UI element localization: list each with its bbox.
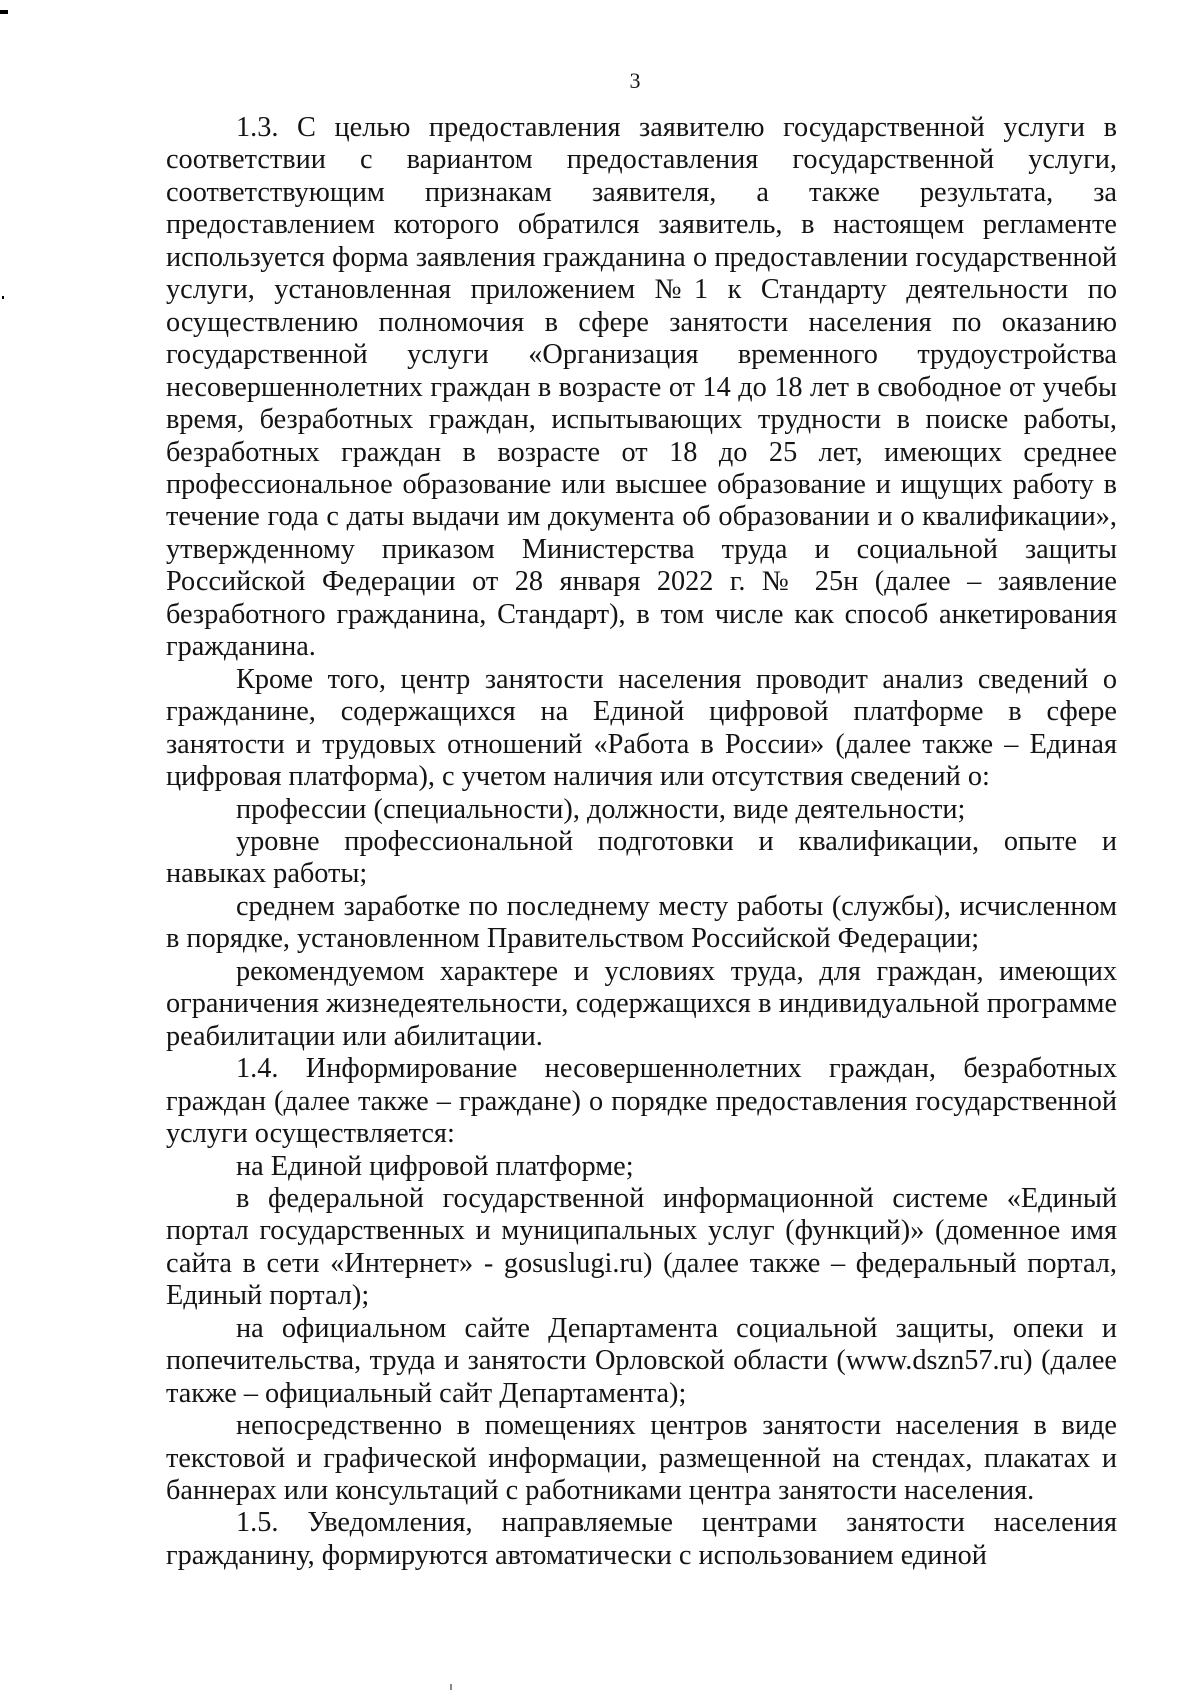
paragraph-1-5: 1.5. Уведомления, направляемые центрами занятости населения гражданину, формируются автоматически с использованием единой (166, 1507, 1117, 1571)
page-number: 3 (629, 68, 641, 93)
paragraph-analysis-intro: Кроме того, центр занятости населения проводит анализ сведений о гражданине, содержащихся на Единой цифровой платформе в сфере занятости и трудовых отношений «Работа в России» (далее также – Единая цифровая платформа), с учетом наличия или отсутствия сведений о: (166, 663, 1117, 793)
document-body (166, 112, 1117, 1572)
scan-artifact (0, 10, 8, 14)
paragraph-1-3: 1.3. С целью предоставления заявителю государственной услуги в соответствии с вариантом предоставления государственной услуги, соответствующим признакам заявителя, а также результата, за предоставлением которого обратился заявитель, в настоящем регламенте используется форма заявления гражданина о предоставлении государственной услуги, установленная приложением №1 к Стандарту деятельности по осуществлению полномочия в сфере занятости населения по оказанию государственной услуги «Организация временного трудоустройства несовершеннолетних граждан в возрасте от 14 до 18 лет в свободное от учебы время, безработных граждан, испытывающих трудности в поиске работы, безработных граждан в возрасте от 18 до 25 лет, имеющих среднее профессиональное образование или высшее образование и ищущих работу в течение года с даты выдачи им документа об образовании и о квалификации», утвержденному приказом Министерства труда и социальной защиты Российской Федерации от 28 января 2022 г. № 25н (далее – заявление безработного гражданина, Стандарт), в том числе как способ анкетирования гражданина. (166, 112, 1117, 663)
paragraph-1-4: 1.4. Информирование несовершеннолетних граждан, безработных граждан (далее также – граждане) о порядке предоставления государственной услуги осуществляется: (166, 1053, 1117, 1150)
list-item-average-salary: среднем заработке по последнему месту работы (службы), исчисленном в порядке, установленном Правительством Российской Федерации; (166, 890, 1117, 955)
scan-artifact (450, 1684, 452, 1690)
list-item-profession: профессии (специальности), должности, виде деятельности; (236, 793, 966, 825)
list-item-federal-portal: в федеральной государственной информационной системе «Единый портал государственных и муниципальных услуг (функций)» (доменное имя сайта в сети «Интернет» - gosuslugi.ru) (далее также – федеральный портал, Единый портал); (166, 1182, 1117, 1312)
list-item-qualification: уровне профессиональной подготовки и квалификации, опыте и навыках работы; (166, 825, 1117, 890)
list-item-employment-centers: непосредственно в помещениях центров занятости населения в виде текстовой и графической информации, размещенной на стендах, плакатах и баннерах или консультаций с работниками центра занятости населения. (166, 1410, 1117, 1507)
list-item-digital-platform: на Единой цифровой платформе; (236, 1150, 634, 1182)
list-item-department-site: на официальном сайте Департамента социальной защиты, опеки и попечительства, труда и занятости Орловской области (www.dszn57.ru) (далее также – официальный сайт Департамента); (166, 1312, 1117, 1409)
scan-artifact (2, 296, 4, 299)
list-item-work-conditions: рекомендуемом характере и условиях труда, для граждан, имеющих ограничения жизнедеятельности, содержащихся в индивидуальной программе реабилитации или абилитации. (166, 955, 1117, 1052)
